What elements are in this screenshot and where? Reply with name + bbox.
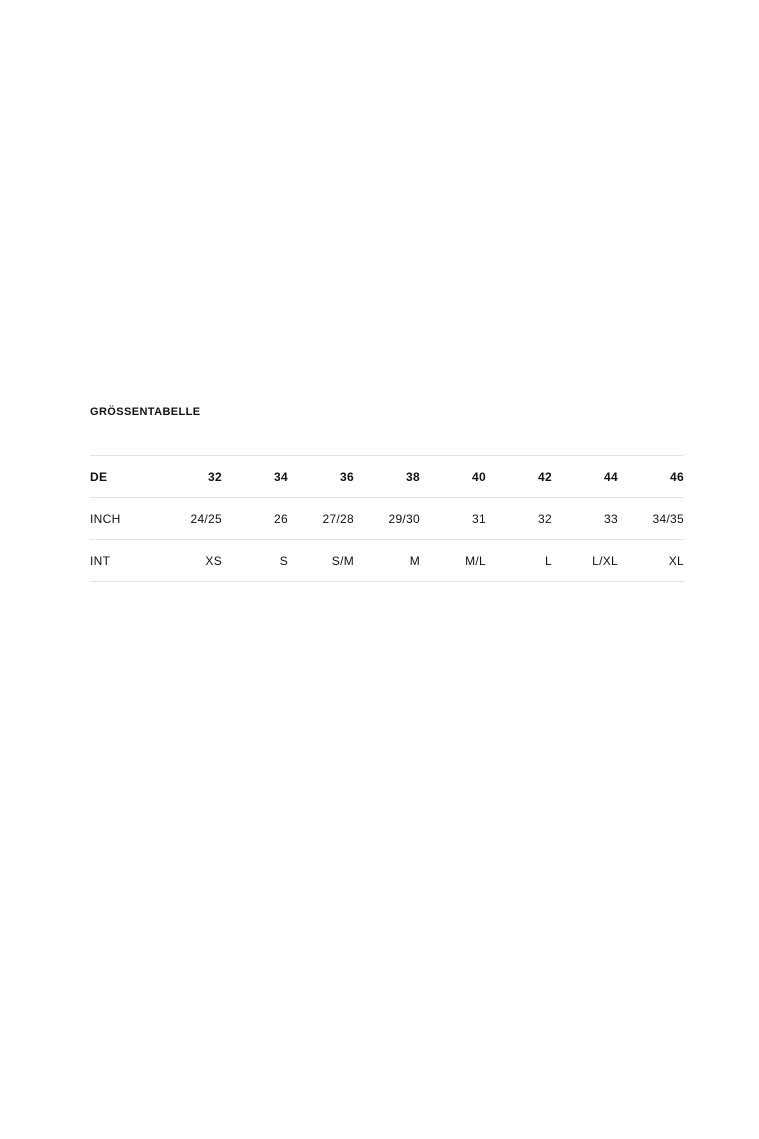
table-row-inch [90, 498, 684, 540]
size-chart [90, 404, 684, 582]
row-label-int: INT [90, 553, 111, 568]
table-cell: 32 [538, 511, 552, 526]
table-cell: XL [668, 553, 684, 568]
table-cell: S [279, 553, 288, 568]
table-cell: S/M [331, 553, 354, 568]
table-cell: 29/30 [388, 511, 420, 526]
table-cell: XS [205, 553, 222, 568]
table-cell: 42 [538, 469, 552, 484]
table-cell: 33 [604, 511, 618, 526]
table-cell: 34/35 [652, 511, 684, 526]
size-table [90, 455, 684, 582]
table-row-de [90, 456, 684, 498]
size-chart-title: GRÖSSENTABELLE [90, 406, 201, 418]
table-cell: M [409, 553, 420, 568]
table-cell: 40 [472, 469, 486, 484]
table-cell: 38 [406, 469, 420, 484]
table-cell: 26 [274, 511, 288, 526]
table-cell: 27/28 [322, 511, 354, 526]
table-cell: 44 [604, 469, 618, 484]
table-cell: 24/25 [190, 511, 222, 526]
table-cell: 32 [208, 469, 222, 484]
table-cell: 46 [670, 469, 684, 484]
row-label-de: DE [90, 469, 108, 484]
table-cell: 34 [274, 469, 288, 484]
table-row-int [90, 540, 684, 582]
table-cell: L/XL [592, 553, 618, 568]
table-cell: L [545, 553, 552, 568]
table-cell: 31 [472, 511, 486, 526]
table-cell: M/L [465, 553, 486, 568]
row-label-inch: INCH [90, 511, 121, 526]
table-cell: 36 [340, 469, 354, 484]
